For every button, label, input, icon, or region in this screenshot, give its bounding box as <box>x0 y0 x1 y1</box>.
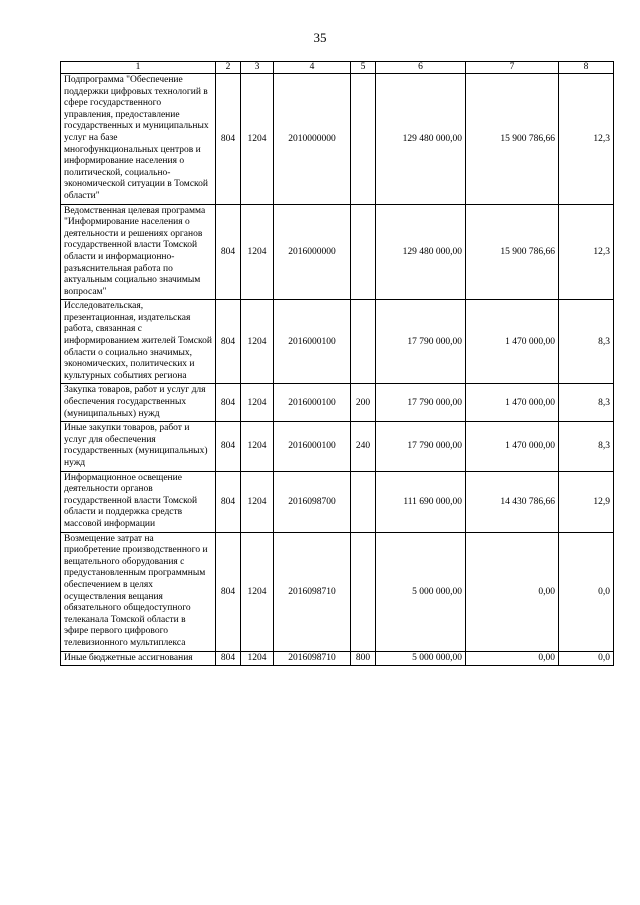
table-row <box>61 422 614 471</box>
row-percent-8: 0,0 <box>559 532 614 651</box>
row-code-2: 804 <box>216 74 241 205</box>
row-code-5 <box>351 471 376 532</box>
row-code-3: 1204 <box>241 651 274 666</box>
page-number: 35 <box>313 30 327 45</box>
row-name: Иные бюджетные ассигнования <box>61 651 216 666</box>
row-code-4: 2016000100 <box>274 422 351 471</box>
row-code-3: 1204 <box>241 204 274 300</box>
row-name: Подпрограмма "Обеспечение поддержки цифровых технологий в сфере государственного управления, предоставление государственных и муниципальных услуг на базе многофункциональных центров и информирование населения о политической, социально-экономической ситуации в Томской области" <box>61 74 216 205</box>
row-code-3: 1204 <box>241 74 274 205</box>
row-amount-6: 129 480 000,00 <box>376 74 466 205</box>
row-amount-6: 5 000 000,00 <box>376 651 466 666</box>
row-code-5 <box>351 300 376 384</box>
row-percent-8: 12,3 <box>559 74 614 205</box>
table-row <box>61 384 614 422</box>
table-row <box>61 471 614 532</box>
row-code-5 <box>351 532 376 651</box>
row-name: Ведомственная целевая программа "Информирование населения о деятельности и решениях органов государственной власти Томской области и информационно-разъяснительная работа по актуальным социально значимым вопросам" <box>61 204 216 300</box>
budget-table <box>60 61 614 666</box>
row-amount-6: 17 790 000,00 <box>376 422 466 471</box>
row-code-5 <box>351 204 376 300</box>
table-row <box>61 300 614 384</box>
row-code-4: 2016098710 <box>274 651 351 666</box>
header-cell: 3 <box>241 62 274 74</box>
table-header-row <box>61 62 614 74</box>
row-amount-7: 1 470 000,00 <box>466 422 559 471</box>
header-cell: 5 <box>351 62 376 74</box>
row-code-2: 804 <box>216 204 241 300</box>
row-code-2: 804 <box>216 651 241 666</box>
table-row <box>61 532 614 651</box>
row-percent-8: 0,0 <box>559 651 614 666</box>
header-cell: 7 <box>466 62 559 74</box>
row-code-4: 2016098700 <box>274 471 351 532</box>
header-cell: 1 <box>61 62 216 74</box>
header-cell: 4 <box>274 62 351 74</box>
row-amount-7: 1 470 000,00 <box>466 300 559 384</box>
header-cell: 2 <box>216 62 241 74</box>
row-code-4: 2010000000 <box>274 74 351 205</box>
row-code-2: 804 <box>216 300 241 384</box>
table-row <box>61 204 614 300</box>
row-code-5: 200 <box>351 384 376 422</box>
row-code-2: 804 <box>216 532 241 651</box>
row-percent-8: 12,9 <box>559 471 614 532</box>
row-code-3: 1204 <box>241 532 274 651</box>
row-code-5: 240 <box>351 422 376 471</box>
row-code-3: 1204 <box>241 422 274 471</box>
row-code-3: 1204 <box>241 384 274 422</box>
row-code-5 <box>351 74 376 205</box>
row-code-3: 1204 <box>241 300 274 384</box>
row-code-4: 2016000100 <box>274 300 351 384</box>
row-code-3: 1204 <box>241 471 274 532</box>
row-amount-7: 1 470 000,00 <box>466 384 559 422</box>
row-amount-6: 111 690 000,00 <box>376 471 466 532</box>
row-name: Информационное освещение деятельности органов государственной власти Томской области и поддержка средств массовой информации <box>61 471 216 532</box>
row-code-4: 2016000000 <box>274 204 351 300</box>
row-amount-7: 15 900 786,66 <box>466 74 559 205</box>
row-code-4: 2016098710 <box>274 532 351 651</box>
row-amount-6: 5 000 000,00 <box>376 532 466 651</box>
row-amount-7: 15 900 786,66 <box>466 204 559 300</box>
row-percent-8: 12,3 <box>559 204 614 300</box>
row-name: Возмещение затрат на приобретение производственного и вещательного оборудования с предустановленным программным обеспечением в целях осуществления вещания обязательного общедоступного телеканала Томской области в эфире первого цифрового телевизионного мультиплекса <box>61 532 216 651</box>
row-code-2: 804 <box>216 422 241 471</box>
table-row <box>61 74 614 205</box>
row-code-2: 804 <box>216 384 241 422</box>
row-code-5: 800 <box>351 651 376 666</box>
row-amount-6: 17 790 000,00 <box>376 300 466 384</box>
row-amount-6: 129 480 000,00 <box>376 204 466 300</box>
row-amount-7: 14 430 786,66 <box>466 471 559 532</box>
row-percent-8: 8,3 <box>559 384 614 422</box>
table-row <box>61 651 614 666</box>
row-amount-7: 0,00 <box>466 651 559 666</box>
row-name: Закупка товаров, работ и услуг для обеспечения государственных (муниципальных) нужд <box>61 384 216 422</box>
row-name: Иные закупки товаров, работ и услуг для обеспечения государственных (муниципальных) нужд <box>61 422 216 471</box>
row-percent-8: 8,3 <box>559 300 614 384</box>
header-cell: 8 <box>559 62 614 74</box>
row-percent-8: 8,3 <box>559 422 614 471</box>
row-name: Исследовательская, презентационная, издательская работа, связанная с информированием жителей Томской области о социально значимых, экономических, политических и культурных событиях региона <box>61 300 216 384</box>
header-cell: 6 <box>376 62 466 74</box>
row-amount-7: 0,00 <box>466 532 559 651</box>
row-code-4: 2016000100 <box>274 384 351 422</box>
row-amount-6: 17 790 000,00 <box>376 384 466 422</box>
row-code-2: 804 <box>216 471 241 532</box>
